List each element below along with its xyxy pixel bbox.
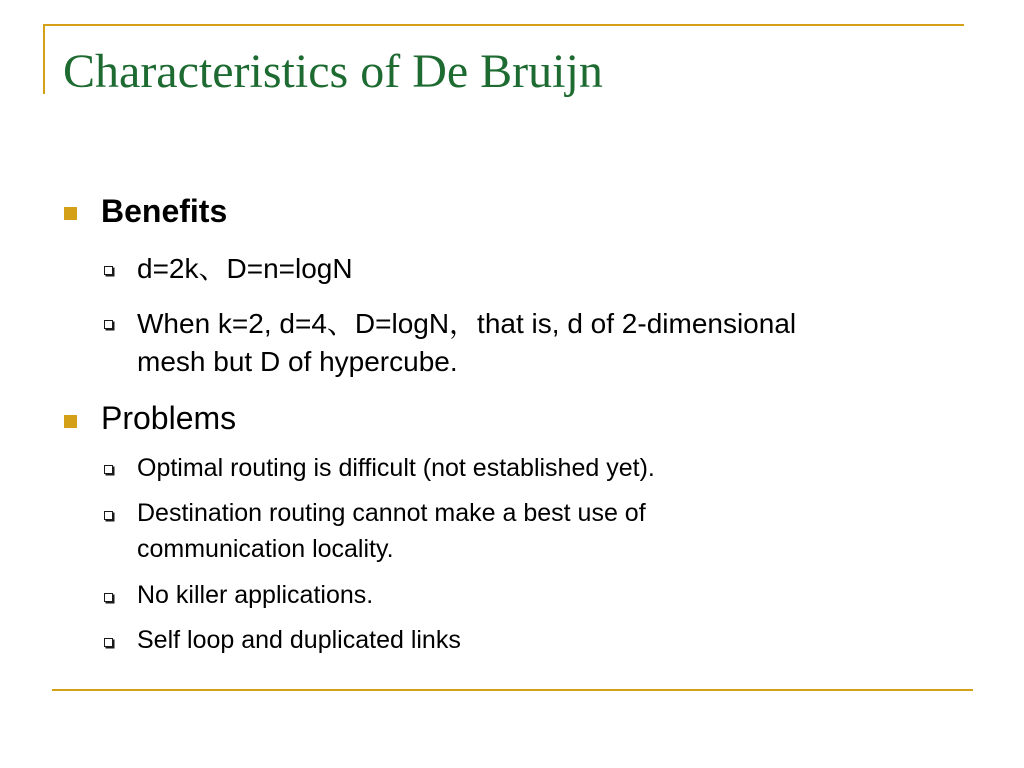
hollow-square-bullet-icon	[104, 266, 113, 275]
square-bullet-icon	[64, 415, 77, 428]
list-item: No killer applications.	[137, 581, 374, 609]
section-heading-benefits: Benefits	[101, 193, 228, 229]
hollow-square-bullet-icon	[104, 511, 113, 520]
hollow-square-bullet-icon	[104, 593, 113, 602]
list-item: Self loop and duplicated links	[137, 626, 461, 654]
list-item: Destination routing cannot make a best use of communication locality.	[137, 499, 646, 563]
hollow-square-bullet-icon	[104, 638, 113, 647]
list-item: When k=2, d=4、D=logN，that is, d of 2-dimensional mesh but D of hypercube.	[137, 308, 797, 377]
list-item: d=2k、D=n=logN	[137, 253, 353, 284]
section-heading-problems: Problems	[101, 400, 237, 436]
hollow-square-bullet-icon	[104, 465, 113, 474]
hollow-square-bullet-icon	[104, 320, 113, 329]
page-title: Characteristics of De Bruijn	[63, 45, 603, 98]
list-item: Optimal routing is difficult (not established yet).	[137, 454, 655, 482]
square-bullet-icon	[64, 207, 77, 220]
bottom-divider	[52, 689, 973, 691]
